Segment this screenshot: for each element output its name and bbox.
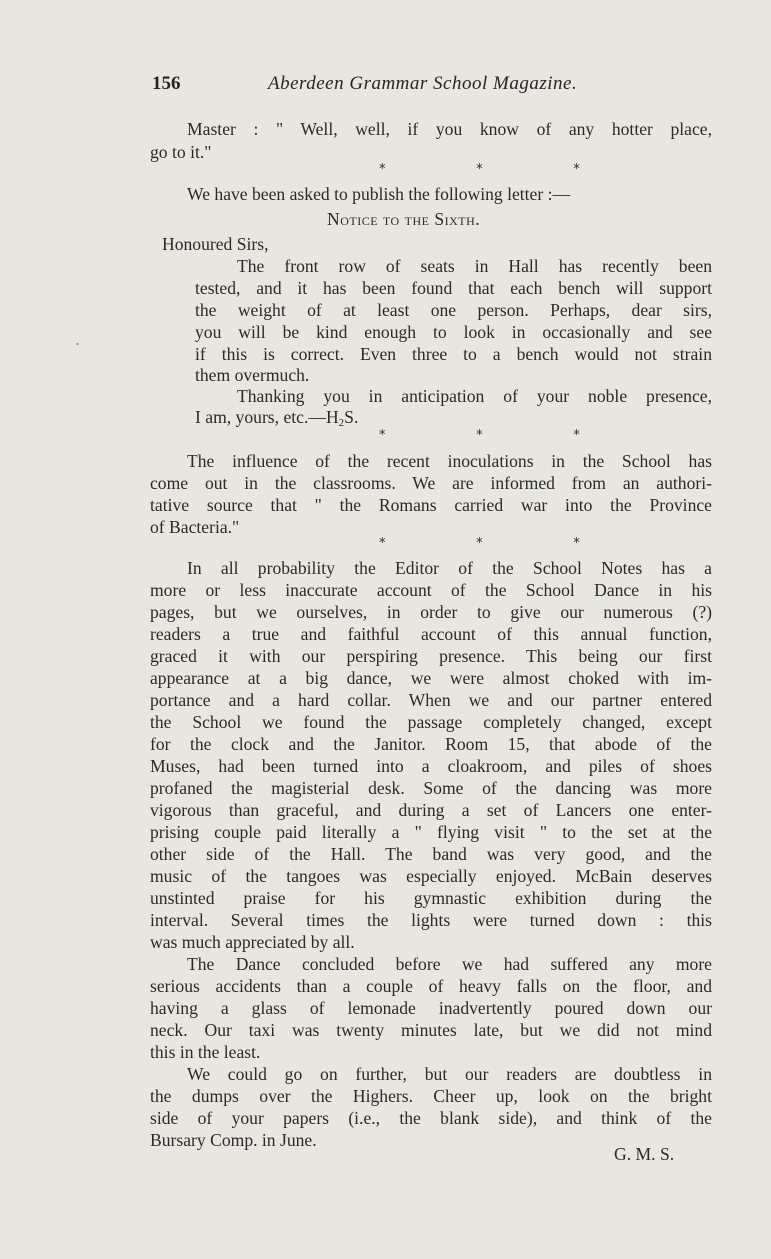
text-line: appearance at a big dance, we were almost choked with im- bbox=[150, 668, 712, 688]
text-line: Muses, had been turned into a cloakroom, and piles of shoes bbox=[150, 756, 712, 776]
subscript: 2 bbox=[338, 417, 345, 429]
text-line: unstinted praise for his gymnastic exhibition during the bbox=[150, 888, 712, 908]
section-divider: * * * bbox=[379, 162, 580, 177]
text-line: vigorous than graceful, and during a set of Lancers one enter- bbox=[150, 800, 712, 820]
text-line: other side of the Hall. The band was very good, and the bbox=[150, 844, 712, 864]
signature: G. M. S. bbox=[614, 1144, 675, 1164]
text-line: Bursary Comp. in June. bbox=[150, 1130, 317, 1150]
text-line: Master : " Well, well, if you know of any hotter place, bbox=[187, 119, 712, 139]
text-line: go to it." bbox=[150, 142, 212, 162]
text-line: interval. Several times the lights were turned down : this bbox=[150, 910, 712, 930]
text-line: Honoured Sirs, bbox=[162, 234, 269, 254]
text-line: serious accidents than a couple of heavy falls on the floor, and bbox=[150, 976, 712, 996]
text-line: We could go on further, but our readers are doubtless in bbox=[187, 1064, 712, 1084]
text-line: profaned the magisterial desk. Some of the dancing was more bbox=[150, 778, 712, 798]
text-line: having a glass of lemonade inadvertently poured down our bbox=[150, 998, 712, 1018]
text-line: graced it with our perspiring presence. This being our first bbox=[150, 646, 712, 666]
text-line: the School we found the passage completely changed, except bbox=[150, 712, 712, 732]
text-line: tative source that " the Romans carried war into the Province bbox=[150, 495, 712, 515]
text-line: come out in the classrooms. We are informed from an authori- bbox=[150, 473, 712, 493]
text-line: portance and a hard collar. When we and our partner entered bbox=[150, 690, 712, 710]
text-line: for the clock and the Janitor. Room 15, that abode of the bbox=[150, 734, 712, 754]
text-line: readers a true and faithful account of this annual function, bbox=[150, 624, 712, 644]
text-line: Thanking you in anticipation of your noble presence, bbox=[237, 386, 712, 406]
text-line: the dumps over the Highers. Cheer up, look on the bright bbox=[150, 1086, 712, 1106]
text-line: I am, yours, $etc.—H_2S$. bbox=[195, 407, 359, 429]
notice-heading: Notice to the Sixth. bbox=[327, 209, 481, 229]
text-line: the weight of at least one person. Perhaps, dear sirs, bbox=[195, 300, 712, 320]
text-line: music of the tangoes was especially enjoyed. McBain deserves bbox=[150, 866, 712, 886]
text-line: side of your papers (i.e., the blank side), and think of the bbox=[150, 1108, 712, 1128]
text-line: was much appreciated by all. bbox=[150, 932, 355, 952]
text-line: pages, but we ourselves, in order to give our numerous (?) bbox=[150, 602, 712, 622]
text-line: We have been asked to publish the following letter :— bbox=[187, 184, 571, 204]
text-line: tested, and it has been found that each bench will support bbox=[195, 278, 712, 298]
text-line: of Bacteria." bbox=[150, 517, 240, 537]
text-line: them overmuch. bbox=[195, 365, 310, 385]
text-line: The Dance concluded before we had suffered any more bbox=[187, 954, 712, 974]
text-line: you will be kind enough to look in occasionally and see bbox=[195, 322, 712, 342]
text-line: if this is correct. Even three to a bench would not strain bbox=[195, 344, 712, 364]
text-line: The front row of seats in Hall has recently been bbox=[237, 256, 712, 276]
text-line: The influence of the recent inoculations in the School has bbox=[187, 451, 712, 471]
section-divider: * * * bbox=[379, 536, 580, 551]
running-title: Aberdeen Grammar School Magazine. bbox=[268, 73, 578, 94]
text-line: this in the least. bbox=[150, 1042, 261, 1062]
text-line: prising couple paid literally a " flying visit " to the set at the bbox=[150, 822, 712, 842]
section-divider: * * * bbox=[379, 428, 580, 443]
text-line: neck. Our taxi was twenty minutes late, but we did not mind bbox=[150, 1020, 712, 1040]
text-line: In all probability the Editor of the School Notes has a bbox=[187, 558, 712, 578]
paper-speck bbox=[76, 343, 79, 345]
text-line: more or less inaccurate account of the School Dance in his bbox=[150, 580, 712, 600]
page-number: 156 bbox=[152, 73, 181, 94]
